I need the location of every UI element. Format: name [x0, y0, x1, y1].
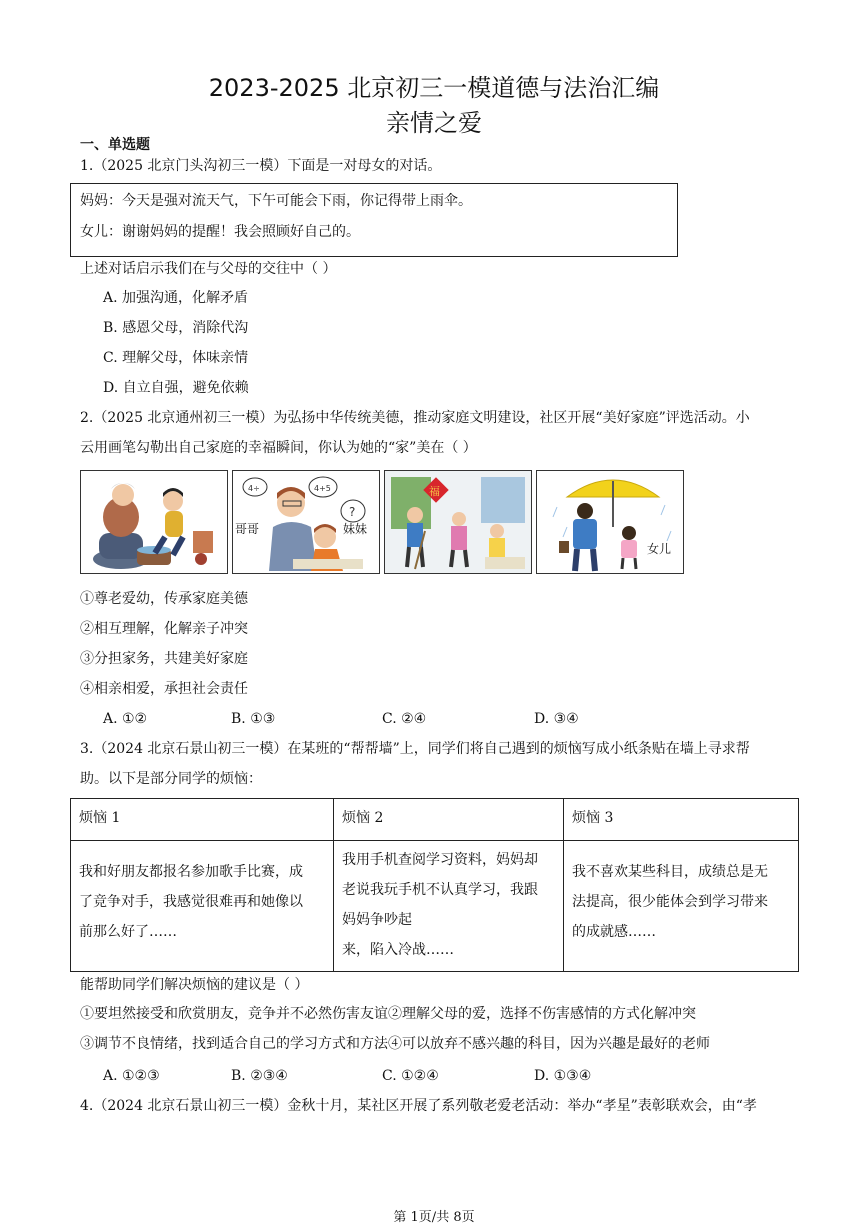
- q3-option-b: B. ②③④: [231, 1068, 288, 1084]
- q3-option-c: C. ①②④: [382, 1068, 439, 1084]
- worries-table: [70, 798, 799, 972]
- chores-illustration: [385, 471, 531, 573]
- page-number: 第 1页/共 8页: [393, 1210, 475, 1225]
- table-row: [71, 841, 799, 972]
- pic-sum-text: 4+5: [314, 484, 331, 493]
- cell-line: 我用手机查阅学习资料，妈妈却: [342, 852, 538, 868]
- cell-line: 前那么好了……: [79, 924, 177, 940]
- svg-text:4÷: 4÷: [248, 484, 260, 493]
- cell-line: 我和好朋友都报名参加歌手比赛，成: [79, 864, 303, 880]
- cell-line: 了竞争对手，我感觉很难再和她像以: [79, 894, 303, 910]
- cell-line: 我不喜欢某些科目，成绩总是无: [572, 864, 768, 880]
- q2-statement: ②相互理解，化解亲子冲突: [80, 621, 248, 637]
- q1-stem: 1.（2025 北京门头沟初三一模）下面是一对母女的对话。: [80, 158, 442, 174]
- pic-fu-text: 福: [429, 485, 440, 498]
- table-cell: [564, 841, 799, 972]
- q3-suggestions-line: ①要坦然接受和欣赏朋友，竞争并不必然伤害友谊②理解父母的爱，选择不伤害感情的方式化解冲突: [80, 1006, 696, 1022]
- table-cell: [71, 841, 334, 972]
- q1-option-b: B. 感恩父母，消除代沟: [103, 320, 249, 336]
- q1-dialogue-line: 女儿：谢谢妈妈的提醒！我会照顾好自己的。: [80, 224, 360, 240]
- q2-statement: ④相亲相爱，承担社会责任: [80, 681, 248, 697]
- q3-stem-line: 助。以下是部分同学的烦恼：: [80, 771, 262, 787]
- q3-suggestions-line: ③调节不良情绪，找到适合自己的学习方式和方法④可以放弃不感兴趣的科目，因为兴趣是最好的老师: [80, 1036, 710, 1052]
- q3-prompt: 能帮助同学们解决烦恼的建议是（ ）: [80, 977, 309, 993]
- document-subtitle: 亲情之爱: [386, 109, 482, 137]
- q2-stem-line: 云用画笔勾勒出自己家庭的幸福瞬间，你认为她的“家”美在（ ）: [80, 440, 477, 456]
- pic-label-gege: 哥哥: [235, 522, 260, 536]
- q1-prompt: 上述对话启示我们在与父母的交往中（ ）: [80, 261, 337, 277]
- table-cell: [334, 841, 564, 972]
- q1-dialogue-line: 妈妈：今天是强对流天气，下午可能会下雨，你记得带上雨伞。: [80, 193, 472, 209]
- cell-line: 老说我玩手机不认真学习，我跟: [342, 882, 538, 898]
- table-header-cell: 烦恼 2: [334, 799, 564, 841]
- elder-care-illustration: [81, 471, 227, 573]
- homework-illustration: [233, 471, 379, 573]
- umbrella-illustration: [537, 471, 683, 573]
- cell-line: 妈妈争吵起: [342, 912, 412, 928]
- q3-stem-line: 3.（2024 北京石景山初三一模）在某班的“帮帮墙”上，同学们将自己遇到的烦恼写成小纸条贴在墙上寻求帮: [80, 741, 750, 757]
- cell-line: 的成就感……: [572, 924, 656, 940]
- q1-option-c: C. 理解父母，体味亲情: [103, 350, 249, 366]
- q2-stem-line: 2.（2025 北京通州初三一模）为弘扬中华传统美德，推动家庭文明建设，社区开展“美好家庭”评选活动。小: [80, 410, 750, 426]
- q4-stem-line: 4.（2024 北京石景山初三一模）金秋十月，某社区开展了系列敬老爱老活动：举办“孝星”表彰联欢会，由“孝: [80, 1098, 757, 1114]
- pic-label-nver: 女儿: [647, 542, 672, 556]
- cell-line: 法提高，很少能体会到学习带来: [572, 894, 768, 910]
- table-header-cell: 烦恼 1: [71, 799, 334, 841]
- q2-option-d: D. ③④: [534, 711, 579, 727]
- q2-statement: ③分担家务，共建美好家庭: [80, 651, 248, 667]
- q2-statement: ①尊老爱幼，传承家庭美德: [80, 591, 248, 607]
- q2-option-a: A. ①②: [103, 711, 148, 727]
- q3-option-a: A. ①②③: [103, 1068, 160, 1084]
- cell-line: 来，陷入冷战……: [342, 942, 454, 958]
- q3-option-d: D. ①③④: [534, 1068, 592, 1084]
- svg-text:?: ?: [349, 505, 356, 519]
- q1-option-a: A. 加强沟通，化解矛盾: [103, 290, 249, 306]
- family-picture-2: [232, 470, 380, 574]
- table-header-row: [71, 799, 799, 841]
- family-picture-4: [536, 470, 684, 574]
- q2-option-b: B. ①③: [231, 711, 276, 727]
- q2-option-c: C. ②④: [382, 711, 427, 727]
- section-heading: 一、单选题: [80, 137, 150, 153]
- q1-option-d: D. 自立自强，避免依赖: [103, 380, 249, 396]
- family-picture-1: [80, 470, 228, 574]
- table-header-cell: 烦恼 3: [564, 799, 799, 841]
- q1-dialogue-box: [70, 183, 678, 257]
- family-picture-3: [384, 470, 532, 574]
- document-title: 2023-2025 北京初三一模道德与法治汇编: [208, 74, 660, 102]
- pic-label-meimei: 妹妹: [343, 522, 368, 536]
